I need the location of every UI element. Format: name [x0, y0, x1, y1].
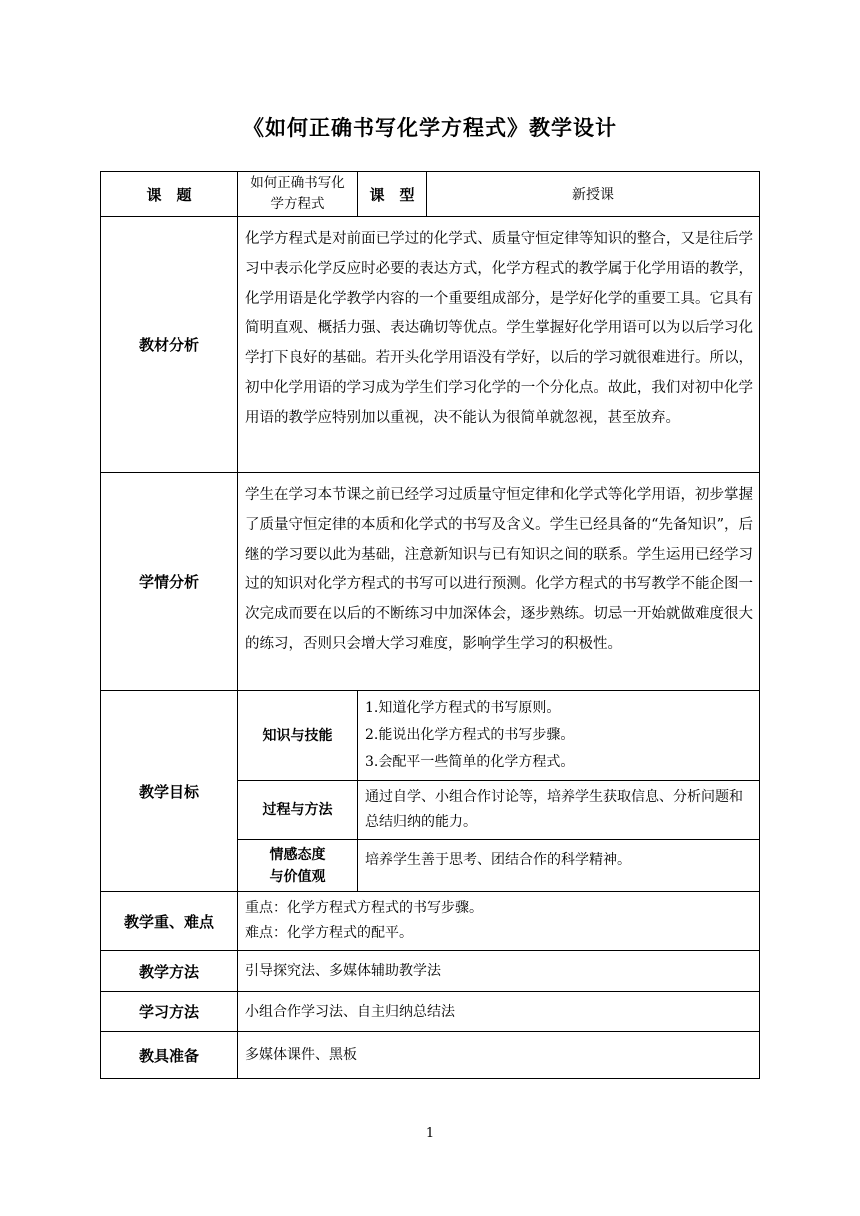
- knowledge-item: 3.会配平一些简单的化学方程式。: [365, 754, 575, 770]
- student-analysis-text: 学生在学习本节课之前已经学习过质量守恒定律和化学式等化学用语，初步掌握了质量守恒定律的本质和化学式的书写及含义。学生已经具备的“先备知识”，后继的学习要以此为基础，注意新知识与已有知识之间的联系。学生运用已经学习过的知识对化学方程式的书写可以进行预测。化学方程式的书写教学不能企图一次完成而要在以后的不断练习中加深体会，逐步熟练。切忌一开始就做难度很大的练习，否则只会增大学习难度，影响学生学习的积极性。: [238, 473, 760, 691]
- header-row: [101, 172, 760, 217]
- page-number: 1: [425, 1126, 435, 1141]
- document-title: 《如何正确书写化学方程式》教学设计: [243, 115, 617, 140]
- learning-method-row: [101, 992, 760, 1032]
- student-analysis-label: 学情分析: [101, 473, 238, 691]
- process-methods-text: 通过自学、小组合作讨论等，培养学生获取信息、分析问题和总结归纳的能力。: [358, 781, 760, 840]
- student-analysis-row: [101, 473, 760, 691]
- textbook-analysis-label: 教材分析: [101, 217, 238, 473]
- knowledge-skills-cell: [358, 691, 760, 781]
- knowledge-skills-label: 知识与技能: [238, 691, 358, 781]
- teaching-aids-label: 教具准备: [101, 1032, 238, 1079]
- learning-method-text: 小组合作学习法、自主归纳总结法: [238, 992, 760, 1032]
- knowledge-item: 2.能说出化学方程式的书写步骤。: [365, 727, 575, 743]
- emotion-label-line1: 情感态度: [269, 846, 326, 863]
- teaching-aids-row: [101, 1032, 760, 1079]
- objectives-label: 教学目标: [101, 691, 238, 892]
- key-points-cell: [238, 892, 760, 951]
- learning-method-label: 学习方法: [101, 992, 238, 1032]
- textbook-analysis-row: [101, 217, 760, 473]
- topic-value: 如何正确书写化学方程式: [238, 172, 358, 217]
- teaching-aids-text: 多媒体课件、黑板: [238, 1032, 760, 1079]
- key-points-row: [101, 892, 760, 951]
- emotion-label-line2: 与价值观: [269, 868, 326, 885]
- type-label: 课 型: [358, 172, 427, 217]
- lesson-plan-table: [100, 171, 760, 1079]
- key-point: 重点：化学方程式方程式的书写步骤。: [245, 900, 483, 916]
- textbook-analysis-text: 化学方程式是对前面已学过的化学式、质量守恒定律等知识的整合，又是往后学习中表示化学反应时必要的表达方式，化学方程式的教学属于化学用语的教学，化学用语是化学教学内容的一个重要组成部分，是学好化学的重要工具。它具有简明直观、概括力强、表达确切等优点。学生掌握好化学用语可以为以后学习化学打下良好的基础。若开头化学用语没有学好，以后的学习就很难进行。所以，初中化学用语的学习成为学生们学习化学的一个分化点。故此，我们对初中化学用语的教学应特别加以重视，决不能认为很简单就忽视，甚至放弃。: [238, 217, 760, 473]
- emotion-values-label: [238, 840, 358, 892]
- topic-label: 课 题: [101, 172, 238, 217]
- teaching-method-row: [101, 951, 760, 992]
- objective-knowledge-row: [101, 691, 760, 781]
- key-points-label: 教学重、难点: [101, 892, 238, 951]
- teaching-method-label: 教学方法: [101, 951, 238, 992]
- process-methods-label: 过程与方法: [238, 781, 358, 840]
- type-value: 新授课: [427, 172, 760, 217]
- knowledge-item: 1.知道化学方程式的书写原则。: [365, 700, 561, 716]
- teaching-method-text: 引导探究法、多媒体辅助教学法: [238, 951, 760, 992]
- difficult-point: 难点：化学方程式的配平。: [245, 925, 413, 941]
- emotion-values-text: 培养学生善于思考、团结合作的科学精神。: [358, 840, 760, 892]
